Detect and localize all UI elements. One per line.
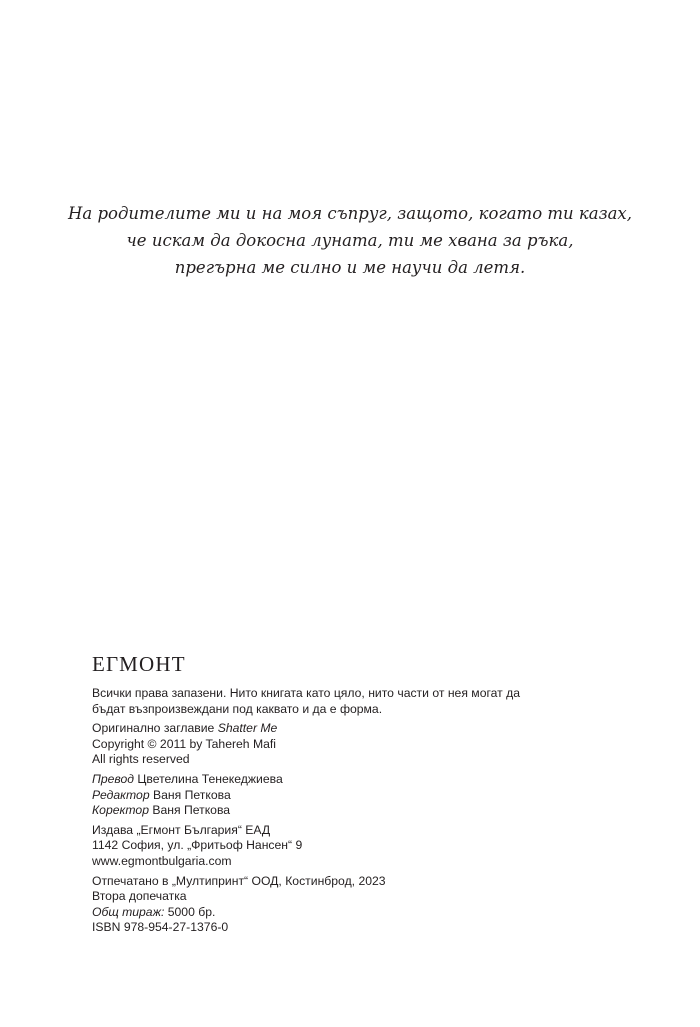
- proofreader-role: Коректор: [92, 803, 149, 818]
- original-title: Shatter Me: [217, 721, 278, 736]
- reprint-line: Втора допечатка: [92, 889, 187, 904]
- original-title-label: Оригинално заглавие: [92, 721, 215, 736]
- imprint: [92, 652, 612, 940]
- dedication: [0, 200, 700, 281]
- credits: [92, 772, 612, 819]
- editor-role: Редактор: [92, 787, 150, 802]
- publisher-logo: ЕГМОНТ: [92, 652, 186, 676]
- rights-line-2: бъдат възпроизвеждани под каквато и да е форма.: [92, 701, 383, 716]
- proofreader-name: Ваня Петкова: [152, 803, 231, 818]
- publisher-website: www.egmontbulgaria.com: [92, 853, 232, 868]
- translator-line: [92, 772, 612, 788]
- rights-notice: [92, 686, 612, 717]
- proofreader-line: [92, 803, 612, 819]
- editor-name: Ваня Петкова: [153, 787, 231, 802]
- copyright-line: Copyright © 2011 by Tahereh Mafi: [92, 736, 276, 751]
- rights-line-1: Всички права запазени. Нито книгата като цяло, нито части от нея могат да: [92, 686, 521, 700]
- publisher-info: [92, 823, 612, 870]
- editor-line: [92, 788, 612, 804]
- circulation-label: Общ тираж:: [92, 904, 165, 919]
- publisher-address: 1142 София, ул. „Фритьоф Нансен“ 9: [92, 838, 303, 853]
- rights-reserved-line: All rights reserved: [92, 752, 190, 767]
- publisher-name: Издава „Егмонт България“ ЕАД: [92, 822, 271, 837]
- printed-line: Отпечатано в „Мултипринт“ ООД, Костинброд, 2023: [92, 873, 386, 888]
- translator-role: Превод: [92, 771, 134, 786]
- printing-info: [92, 874, 612, 936]
- circulation-value: 5000 бр.: [167, 904, 216, 919]
- circulation-line: [92, 905, 612, 921]
- dedication-line-2: че искам да докосна луната, ти ме хвана за ръка,: [126, 231, 574, 250]
- original-title-line: [92, 721, 612, 737]
- dedication-line-1: На родителите ми и на моя съпруг, защото, когато ти казах,: [68, 204, 632, 223]
- isbn-line: ISBN 978-954-27-1376-0: [92, 920, 229, 935]
- dedication-line-3: прегърна ме силно и ме научи да летя.: [174, 258, 526, 277]
- original-info: [92, 721, 612, 768]
- translator-name: Цветелина Тенекеджиева: [137, 771, 283, 786]
